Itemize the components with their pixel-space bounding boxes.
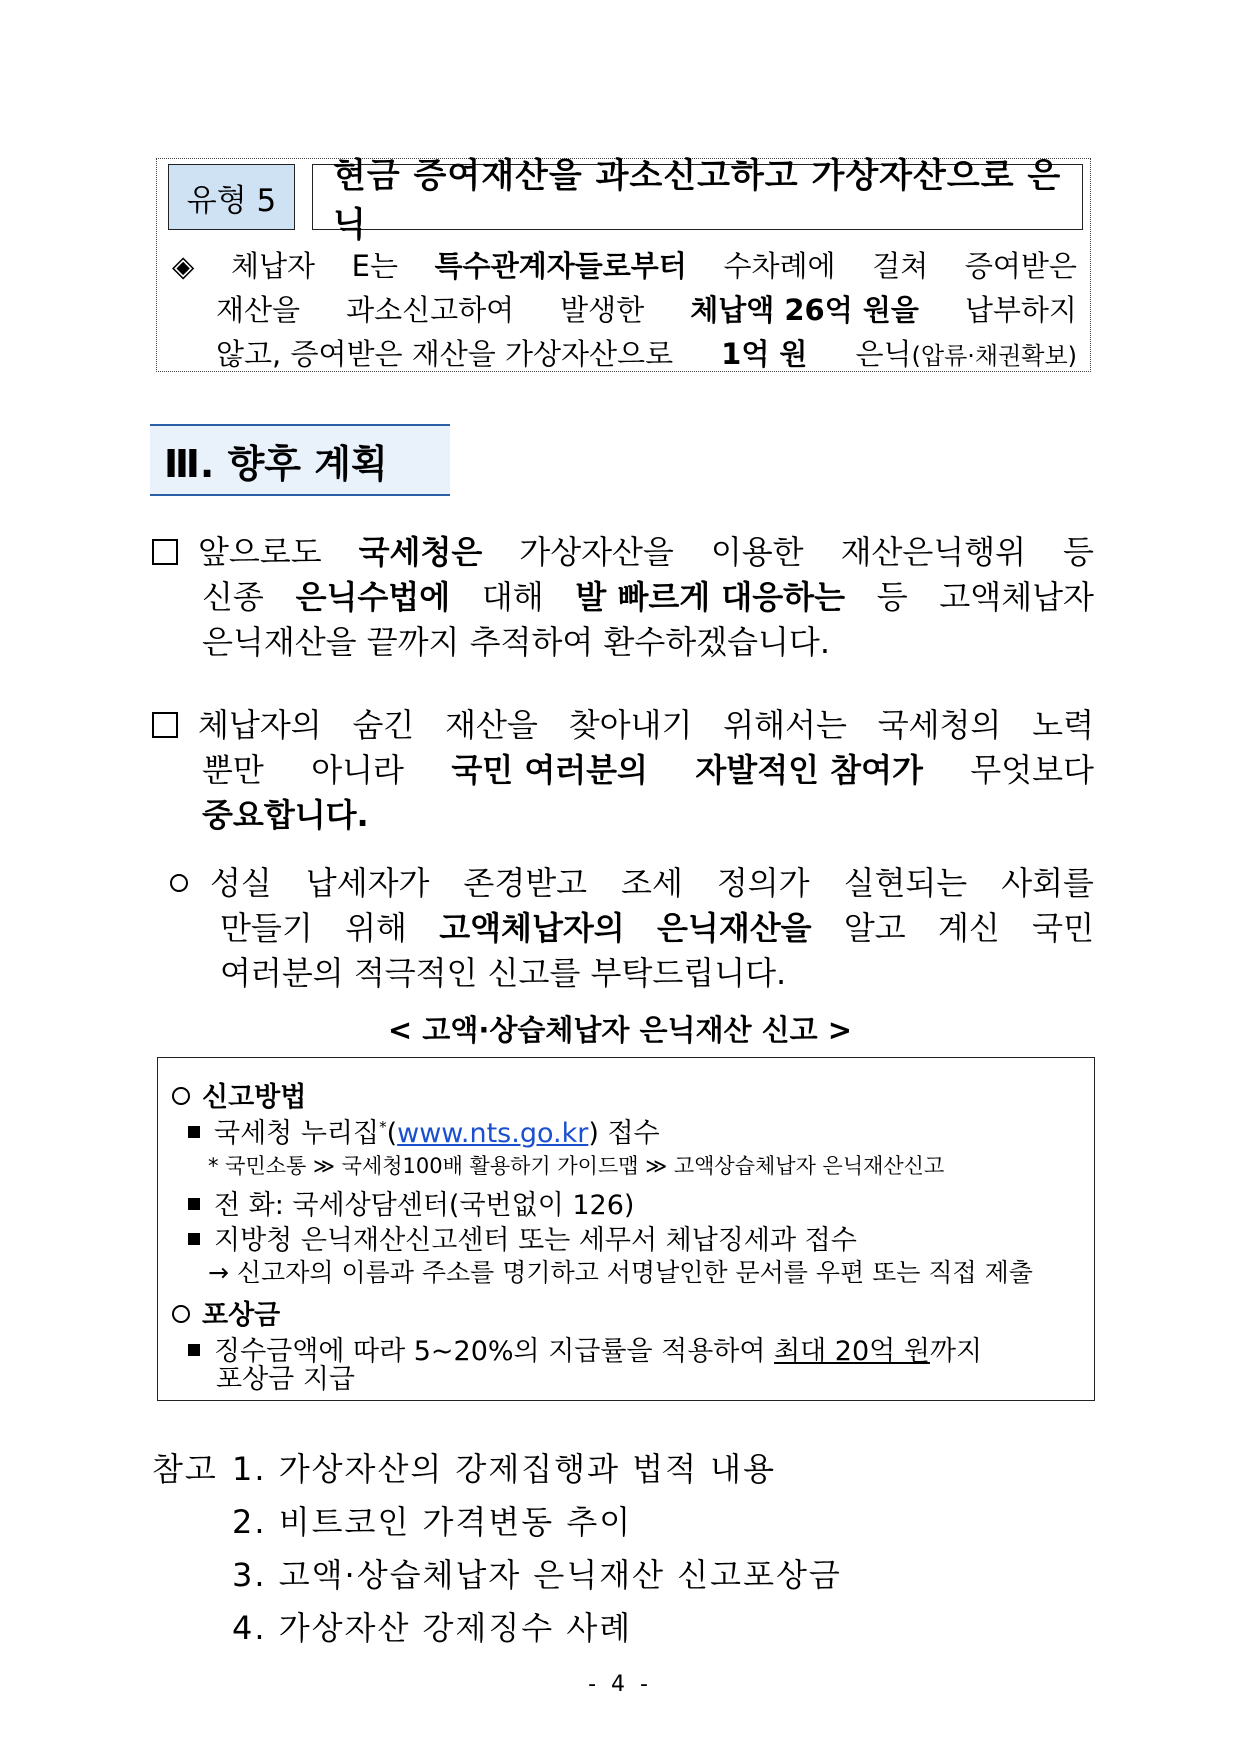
report-reward-heading: 포상금: [172, 1293, 280, 1332]
report-method-heading: 신고방법: [172, 1075, 306, 1114]
page-number: - 4 -: [588, 1672, 652, 1697]
plan-paragraph-1: 앞으로도 국세청은 가상자산을 이용한 재산은닉행위 등 신종 은닉수법에 대해 발 빠르게 대응하는 등 고액체납자 은닉재산을 끝까지 추적하여 환수하겠습니다.: [152, 530, 1094, 665]
plan-paragraph-2: 체납자의 숨긴 재산을 찾아내기 위해서는 국세청의 노력 뿐만 아니라 국민 여러분의 자발적인 참여가 무엇보다 중요합니다.: [152, 703, 1094, 838]
reference-item: 4. 가상자산 강제징수 사례: [232, 1609, 633, 1647]
circle-bullet-icon: [172, 1305, 190, 1323]
case-description: ◈ 체납자 E는 특수관계자들로부터 수차례에 걸쳐 증여받은 재산을 과소신고하여 발생한 체납액 26억 원을 납부하지 않고, 증여받은 재산을 가상자산으로 1억 원 은닉(압류·채권확보): [172, 244, 1077, 378]
reference-item: 3. 고액·상습체납자 은닉재산 신고포상금: [232, 1556, 842, 1594]
case-title: 현금 증여재산을 과소신고하고 가상자산으로 은닉: [312, 164, 1083, 230]
report-title: < 고액·상습체납자 은닉재산 신고 >: [387, 1013, 853, 1047]
report-item-office: 지방청 은닉재산신고센터 또는 세무서 체납징세과 접수: [188, 1218, 857, 1257]
report-reward-line2: 포상금 지급: [216, 1364, 355, 1395]
circle-bullet-icon: [172, 1087, 190, 1105]
checkbox-bullet-icon: [152, 712, 178, 738]
report-reward-item: 징수금액에 따라 5~20%의 지급률을 적용하여 최대 20억 원까지: [188, 1329, 982, 1368]
section-heading: Ⅲ. 향후 계획: [150, 424, 450, 496]
square-bullet-icon: [188, 1233, 200, 1245]
report-item-website: 국세청 누리집*(www.nts.go.kr) 접수: [188, 1111, 660, 1150]
plan-paragraph-3: 성실 납세자가 존경받고 조세 정의가 실현되는 사회를 만들기 위해 고액체납자의 은닉재산을 알고 계신 국민 여러분의 적극적인 신고를 부탁드립니다.: [170, 861, 1094, 996]
circle-bullet-icon: [170, 874, 188, 892]
reference-label: 참고: [152, 1450, 218, 1488]
reference-item: 2. 비트코인 가격변동 추이: [232, 1503, 633, 1541]
report-office-note: → 신고자의 이름과 주소를 명기하고 서명날인한 문서를 우편 또는 직접 제출: [208, 1258, 1033, 1287]
diamond-bullet-icon: ◈: [172, 249, 195, 283]
checkbox-bullet-icon: [152, 539, 178, 565]
square-bullet-icon: [188, 1198, 200, 1210]
square-bullet-icon: [188, 1344, 200, 1356]
case-type-tag: 유형 5: [168, 164, 295, 230]
report-note: * 국민소통 ≫ 국세청100배 활용하기 가이드맵 ≫ 고액상습체납자 은닉재산신고: [208, 1154, 945, 1178]
report-item-phone: 전 화: 국세상담센터(국번없이 126): [188, 1183, 634, 1222]
square-bullet-icon: [188, 1126, 200, 1138]
nts-website-link[interactable]: www.nts.go.kr: [397, 1118, 589, 1149]
reference-item: 1. 가상자산의 강제집행과 법적 내용: [232, 1450, 776, 1488]
